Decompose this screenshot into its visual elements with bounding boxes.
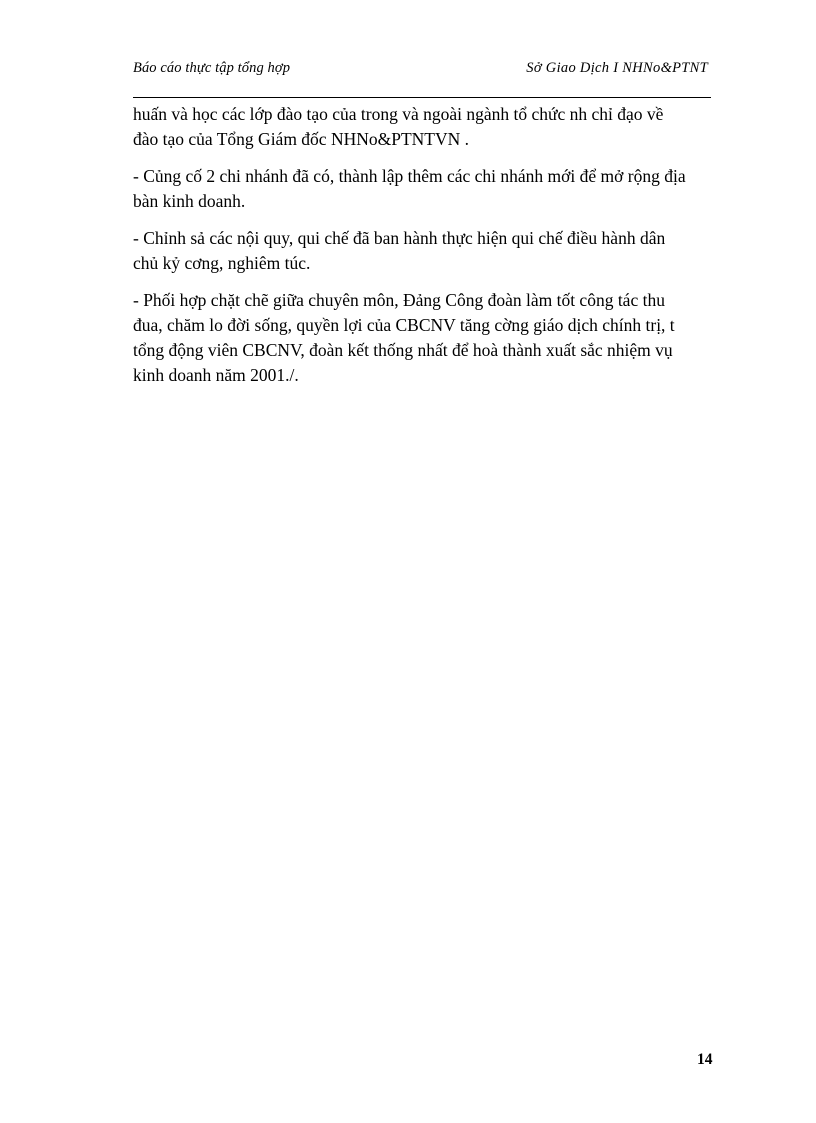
paragraph-training <box>133 102 723 152</box>
text-line: - Phối hợp chặt chẽ giữa chuyên môn, Đảng Công đoàn làm tốt công tác thu <box>133 290 665 310</box>
paragraph-regulations <box>133 226 723 276</box>
text-line: huấn và học các lớp đào tạo của trong và ngoài ngành tổ chức nh chỉ đạo về <box>133 104 664 124</box>
text-line: chủ kỷ cơng, nghiêm túc. <box>133 253 311 273</box>
text-line: đua, chăm lo đời sống, quyền lợi của CBCNV tăng cờng giáo dịch chính trị, t <box>133 315 675 335</box>
document-body <box>133 102 723 388</box>
page-number: 14 <box>697 1051 713 1068</box>
text-line: - Củng cố 2 chi nhánh đã có, thành lập thêm các chi nhánh mới để mở rộng địa <box>133 166 686 186</box>
paragraph-coordination <box>133 288 723 388</box>
page-header <box>133 60 710 84</box>
text-line: tổng động viên CBCNV, đoàn kết thống nhất để hoà thành xuất sắc nhiệm vụ <box>133 340 673 360</box>
text-line: kinh doanh năm 2001./. <box>133 365 299 385</box>
text-line: - Chỉnh sả các nội quy, qui chế đã ban hành thực hiện qui chế điều hành dân <box>133 228 666 248</box>
text-line: bàn kinh doanh. <box>133 191 246 211</box>
text-line: đào tạo của Tổng Giám đốc NHNo&PTNTVN . <box>133 129 470 149</box>
header-report-title: Báo cáo thực tập tổng hợp <box>133 60 291 76</box>
header-divider <box>133 97 711 98</box>
paragraph-branches <box>133 164 723 214</box>
header-organization: Sở Giao Dịch I NHNo&PTNT <box>526 60 708 76</box>
